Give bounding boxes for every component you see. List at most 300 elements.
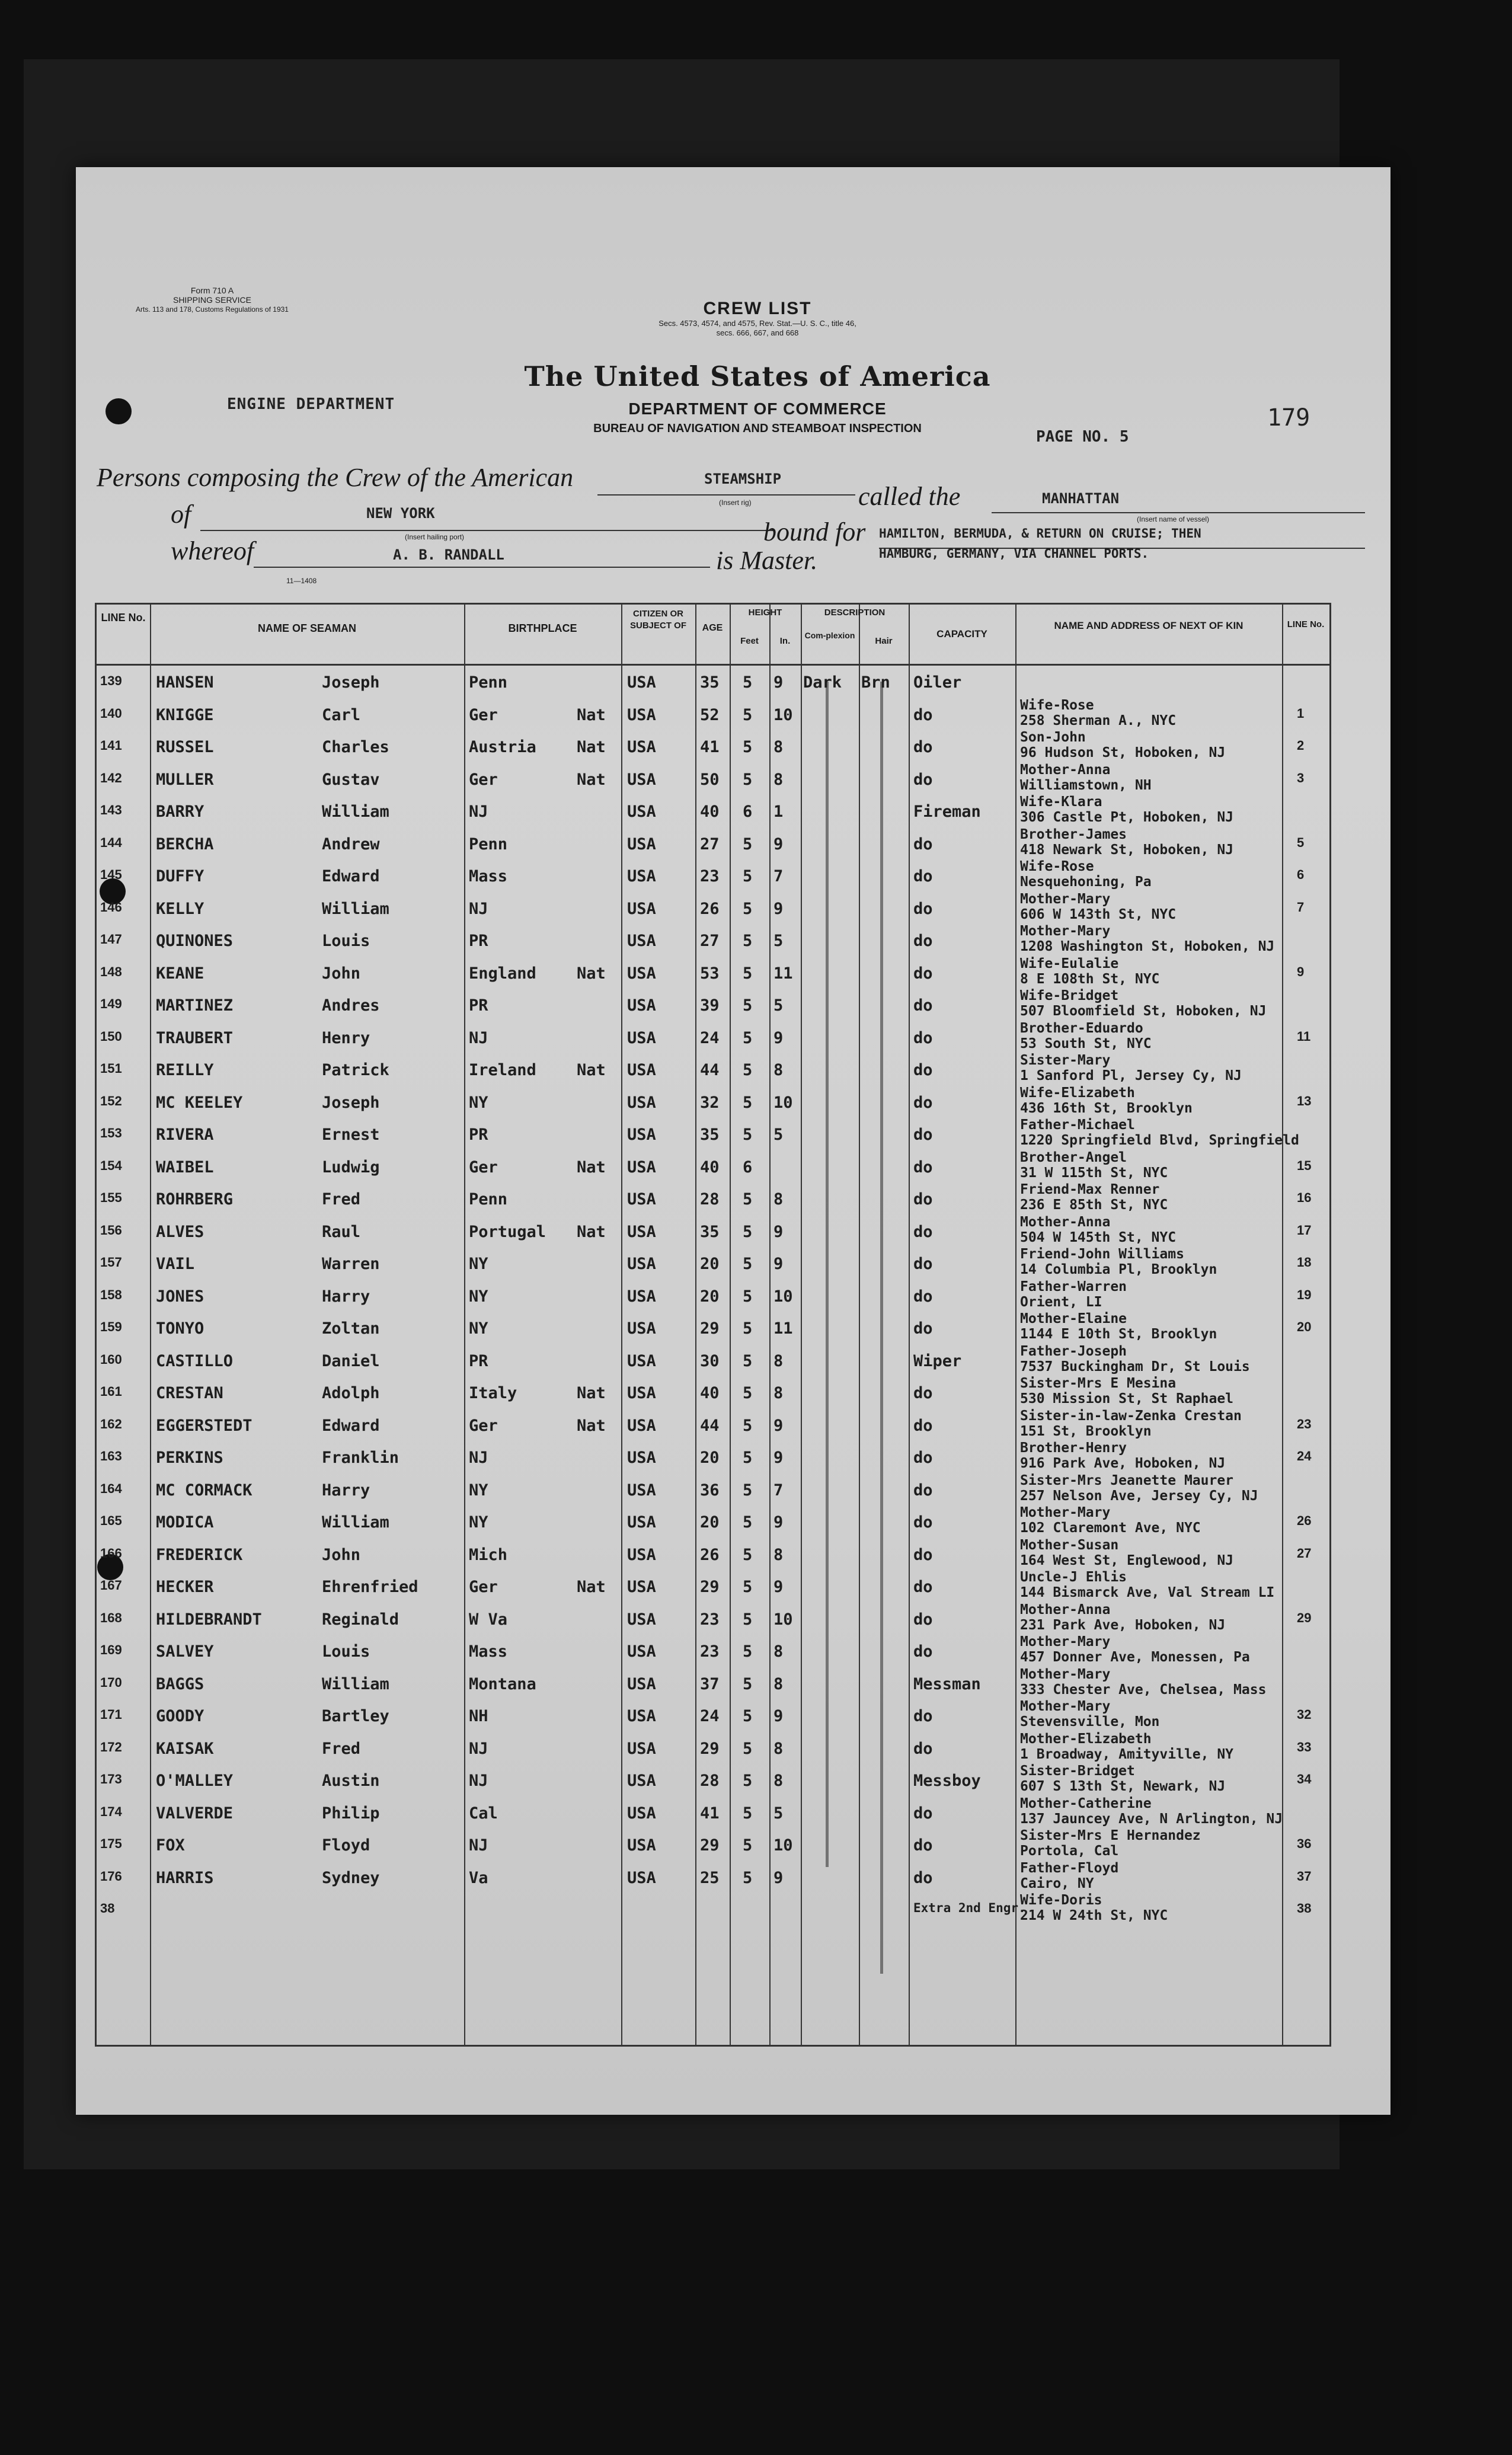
seaman-surname: TONYO bbox=[156, 1319, 204, 1338]
age: 36 bbox=[700, 1481, 720, 1500]
capacity: Extra 2nd Engr. bbox=[913, 1901, 1026, 1915]
next-of-kin-address: 1 Broadway, Amityville, NY bbox=[1020, 1746, 1234, 1762]
seaman-given-name: Zoltan bbox=[322, 1319, 380, 1338]
seaman-surname: KAISAK bbox=[156, 1739, 214, 1758]
header-line-no-right: LINE No. bbox=[1287, 619, 1325, 629]
birthplace: NJ bbox=[469, 899, 488, 918]
shipping-service: SHIPPING SERVICE bbox=[172, 295, 251, 305]
rig-hint: (Insert rig) bbox=[719, 498, 752, 507]
next-of-kin-name: Father-Floyd bbox=[1020, 1860, 1119, 1876]
birthplace: Montana bbox=[469, 1674, 536, 1693]
naturalized: Nat bbox=[577, 1061, 606, 1079]
citizen-of: USA bbox=[627, 1222, 656, 1241]
capacity: do bbox=[913, 1449, 933, 1467]
next-of-kin-address: Portola, Cal bbox=[1020, 1843, 1119, 1859]
age: 50 bbox=[700, 770, 720, 789]
seaman-surname: HANSEN bbox=[156, 673, 214, 692]
seaman-given-name: Patrick bbox=[322, 1061, 389, 1079]
height-inches: 8 bbox=[773, 1772, 784, 1790]
complexion: Dark bbox=[803, 673, 842, 692]
line-no: 170 bbox=[100, 1674, 122, 1690]
line-no: 171 bbox=[100, 1707, 122, 1722]
seaman-surname: CRESTAN bbox=[156, 1384, 223, 1402]
citizen-of: USA bbox=[627, 1093, 656, 1112]
height-feet: 5 bbox=[743, 1061, 753, 1079]
citizen-of: USA bbox=[627, 899, 656, 918]
capacity: do bbox=[913, 1481, 933, 1500]
next-of-kin-name: Mother-Susan bbox=[1020, 1537, 1119, 1553]
header-complexion: Com-plexion bbox=[804, 631, 855, 640]
height-feet: 5 bbox=[743, 1287, 753, 1306]
destination-line-1: HAMILTON, BERMUDA, & RETURN ON CRUISE; THEN bbox=[879, 526, 1201, 541]
line-no: 160 bbox=[100, 1351, 122, 1367]
line-no: 158 bbox=[100, 1287, 122, 1302]
next-of-kin-address: 236 E 85th St, NYC bbox=[1020, 1197, 1168, 1213]
age: 35 bbox=[700, 1222, 720, 1241]
seaman-surname: ROHRBERG bbox=[156, 1190, 234, 1209]
birthplace: Ger bbox=[469, 1578, 498, 1596]
line-no-right: 34 bbox=[1297, 1772, 1312, 1786]
height-inches: 7 bbox=[773, 1481, 784, 1500]
height-inches: 5 bbox=[773, 996, 784, 1015]
seaman-surname: ALVES bbox=[156, 1222, 204, 1241]
age: 26 bbox=[700, 899, 720, 918]
height-inches: 8 bbox=[773, 738, 784, 756]
next-of-kin-address: 231 Park Ave, Hoboken, NJ bbox=[1020, 1617, 1226, 1633]
next-of-kin-address: 1220 Springfield Blvd, Springfield bbox=[1020, 1133, 1299, 1148]
seaman-surname: HARRIS bbox=[156, 1868, 214, 1887]
department-name: DEPARTMENT OF COMMERCE bbox=[628, 399, 887, 418]
naturalized: Nat bbox=[577, 1578, 606, 1596]
birthplace: NY bbox=[469, 1319, 488, 1338]
capacity: do bbox=[913, 932, 933, 950]
next-of-kin-address: 14 Columbia Pl, Brooklyn bbox=[1020, 1262, 1217, 1277]
seaman-given-name: Carl bbox=[322, 705, 361, 724]
capacity: do bbox=[913, 1610, 933, 1629]
age: 20 bbox=[700, 1513, 720, 1532]
height-inches: 8 bbox=[773, 770, 784, 789]
citizen-of: USA bbox=[627, 964, 656, 983]
next-of-kin-name: Son-John bbox=[1020, 730, 1086, 745]
capacity: do bbox=[913, 1028, 933, 1047]
next-of-kin-address: 1 Sanford Pl, Jersey Cy, NJ bbox=[1020, 1068, 1242, 1083]
next-of-kin-name: Wife-Bridget bbox=[1020, 988, 1119, 1003]
birthplace: Penn bbox=[469, 673, 508, 692]
capacity: do bbox=[913, 1061, 933, 1079]
height-inches: 5 bbox=[773, 1804, 784, 1823]
statutes-line-1: Secs. 4573, 4574, and 4575, Rev. Stat.—U. S. C., title 46, bbox=[658, 319, 856, 328]
line-no-right: 5 bbox=[1297, 835, 1305, 850]
birthplace: NJ bbox=[469, 1028, 488, 1047]
height-feet: 5 bbox=[743, 705, 753, 724]
height-inches: 11 bbox=[773, 1319, 793, 1338]
capacity: do bbox=[913, 1158, 933, 1177]
table-row bbox=[97, 762, 1329, 798]
table-row bbox=[97, 1666, 1329, 1702]
next-of-kin-name: Mother-Catherine bbox=[1020, 1795, 1152, 1811]
line-no-right: 7 bbox=[1297, 899, 1305, 915]
citizen-of: USA bbox=[627, 673, 656, 692]
height-inches: 8 bbox=[773, 1351, 784, 1370]
age: 29 bbox=[700, 1578, 720, 1596]
height-inches: 9 bbox=[773, 1416, 784, 1435]
birthplace: NJ bbox=[469, 803, 488, 821]
table-row bbox=[97, 1182, 1329, 1217]
line-no: 142 bbox=[100, 770, 122, 785]
crew-list-page bbox=[76, 167, 1390, 2115]
is-master-label: is Master. bbox=[716, 546, 818, 575]
next-of-kin-address: 257 Nelson Ave, Jersey Cy, NJ bbox=[1020, 1488, 1258, 1504]
height-inches: 11 bbox=[773, 964, 793, 983]
capacity: do bbox=[913, 835, 933, 854]
line-no: 146 bbox=[100, 899, 122, 915]
age: 53 bbox=[700, 964, 720, 983]
birthplace: NY bbox=[469, 1093, 488, 1112]
line-no-right: 17 bbox=[1297, 1222, 1312, 1238]
seaman-surname: PERKINS bbox=[156, 1449, 223, 1467]
seaman-surname: VALVERDE bbox=[156, 1804, 234, 1823]
age: 30 bbox=[700, 1351, 720, 1370]
birthplace: Mich bbox=[469, 1545, 508, 1564]
citizen-of: USA bbox=[627, 1126, 656, 1144]
next-of-kin-address: 333 Chester Ave, Chelsea, Mass bbox=[1020, 1682, 1267, 1698]
citizen-of: USA bbox=[627, 770, 656, 789]
header-next-of-kin: NAME AND ADDRESS OF NEXT OF KIN bbox=[1054, 620, 1244, 631]
line-no: 155 bbox=[100, 1190, 122, 1205]
height-inches: 10 bbox=[773, 1093, 793, 1112]
seaman-given-name: Henry bbox=[322, 1028, 370, 1047]
seaman-surname: SALVEY bbox=[156, 1642, 214, 1661]
line-no-right: 9 bbox=[1297, 964, 1305, 979]
called-the-label: called the bbox=[858, 482, 961, 511]
birthplace: Cal bbox=[469, 1804, 498, 1823]
birthplace: Austria bbox=[469, 738, 536, 756]
seaman-surname: FOX bbox=[156, 1836, 185, 1855]
seaman-given-name: Edward bbox=[322, 1416, 380, 1435]
capacity: do bbox=[913, 1222, 933, 1241]
line-no: 165 bbox=[100, 1513, 122, 1528]
height-inches: 9 bbox=[773, 1513, 784, 1532]
age: 27 bbox=[700, 835, 720, 854]
birthplace: Ireland bbox=[469, 1061, 536, 1079]
age: 39 bbox=[700, 996, 720, 1015]
seaman-surname: REILLY bbox=[156, 1061, 214, 1079]
next-of-kin-address: 31 W 115th St, NYC bbox=[1020, 1165, 1168, 1181]
capacity: do bbox=[913, 1739, 933, 1758]
line-no: 163 bbox=[100, 1449, 122, 1463]
seaman-surname: KELLY bbox=[156, 899, 204, 918]
customs-arts: Arts. 113 and 178, Customs Regulations of 1931 bbox=[136, 305, 289, 314]
next-of-kin-name: Friend-Max Renner bbox=[1020, 1182, 1160, 1197]
line-no: 151 bbox=[100, 1061, 122, 1076]
next-of-kin-name: Sister-Mrs Jeanette Maurer bbox=[1020, 1472, 1234, 1488]
line-no: 148 bbox=[100, 964, 122, 979]
height-feet: 5 bbox=[743, 738, 753, 756]
age: 29 bbox=[700, 1836, 720, 1855]
line-no-right: 23 bbox=[1297, 1416, 1312, 1431]
next-of-kin-address: 436 16th St, Brooklyn bbox=[1020, 1100, 1193, 1116]
line-no: 156 bbox=[100, 1222, 122, 1238]
capacity: do bbox=[913, 1190, 933, 1209]
home-port: NEW YORK bbox=[366, 505, 435, 522]
table-row bbox=[97, 1472, 1329, 1508]
next-of-kin-address: 418 Newark St, Hoboken, NJ bbox=[1020, 842, 1234, 858]
header-capacity: CAPACITY bbox=[936, 628, 987, 640]
birthplace: PR bbox=[469, 932, 488, 950]
line-no-right: 3 bbox=[1297, 770, 1305, 785]
table-row bbox=[97, 1537, 1329, 1573]
citizen-of: USA bbox=[627, 996, 656, 1015]
citizen-of: USA bbox=[627, 1158, 656, 1177]
height-feet: 5 bbox=[743, 1674, 753, 1693]
age: 23 bbox=[700, 1610, 720, 1629]
seaman-given-name: William bbox=[322, 803, 389, 821]
next-of-kin-name: Brother-James bbox=[1020, 826, 1127, 842]
seaman-surname: EGGERSTEDT bbox=[156, 1416, 252, 1435]
height-feet: 5 bbox=[743, 1255, 753, 1273]
line-no: 169 bbox=[100, 1642, 122, 1657]
header-description: DESCRIPTION bbox=[824, 608, 886, 618]
hair: Brn bbox=[861, 673, 890, 692]
birthplace: NY bbox=[469, 1481, 488, 1500]
header-inches: In. bbox=[779, 636, 791, 646]
birthplace: England bbox=[469, 964, 536, 983]
seaman-surname: MARTINEZ bbox=[156, 996, 234, 1015]
line-no: 174 bbox=[100, 1804, 122, 1819]
table-row bbox=[97, 1020, 1329, 1056]
capacity: Messman bbox=[913, 1674, 981, 1693]
table-row bbox=[97, 1408, 1329, 1444]
header-citizen: CITIZEN OR SUBJECT OF bbox=[629, 609, 686, 631]
birthplace: NY bbox=[469, 1255, 488, 1273]
capacity: do bbox=[913, 1578, 933, 1596]
seaman-surname: TRAUBERT bbox=[156, 1028, 234, 1047]
height-inches: 9 bbox=[773, 1707, 784, 1725]
line-no: 173 bbox=[100, 1772, 122, 1786]
seaman-given-name: Franklin bbox=[322, 1449, 399, 1467]
height-feet: 5 bbox=[743, 1578, 753, 1596]
next-of-kin-name: Father-Joseph bbox=[1020, 1343, 1127, 1359]
page-number: PAGE NO. 5 bbox=[1036, 428, 1129, 446]
line-no-right: 6 bbox=[1297, 867, 1305, 882]
naturalized: Nat bbox=[577, 1158, 606, 1177]
port-hint: (Insert hailing port) bbox=[405, 533, 465, 541]
height-feet: 5 bbox=[743, 932, 753, 950]
age: 29 bbox=[700, 1319, 720, 1338]
next-of-kin-name: Brother-Angel bbox=[1020, 1149, 1127, 1165]
citizen-of: USA bbox=[627, 1739, 656, 1758]
table-row bbox=[97, 1214, 1329, 1250]
citizen-of: USA bbox=[627, 1772, 656, 1790]
next-of-kin-name: Mother-Elaine bbox=[1020, 1311, 1127, 1326]
seaman-given-name: Ludwig bbox=[322, 1158, 380, 1177]
next-of-kin-name: Brother-Eduardo bbox=[1020, 1020, 1143, 1036]
citizen-of: USA bbox=[627, 1545, 656, 1564]
citizen-of: USA bbox=[627, 932, 656, 950]
birthplace: NY bbox=[469, 1513, 488, 1532]
birthplace: Penn bbox=[469, 1190, 508, 1209]
punch-hole-top bbox=[106, 398, 132, 424]
next-of-kin-name: Wife-Eulalie bbox=[1020, 955, 1119, 971]
height-feet: 5 bbox=[743, 1319, 753, 1338]
age: 29 bbox=[700, 1739, 720, 1758]
capacity: do bbox=[913, 1804, 933, 1823]
agency-title: The United States of America bbox=[524, 360, 991, 392]
height-feet: 5 bbox=[743, 1222, 753, 1241]
seaman-given-name: Daniel bbox=[322, 1351, 380, 1370]
capacity: do bbox=[913, 996, 933, 1015]
seaman-given-name: Joseph bbox=[322, 1093, 380, 1112]
age: 41 bbox=[700, 1804, 720, 1823]
height-feet: 5 bbox=[743, 1416, 753, 1435]
age: 40 bbox=[700, 1384, 720, 1402]
line-no-right: 37 bbox=[1297, 1868, 1312, 1884]
height-feet: 5 bbox=[743, 1804, 753, 1823]
seaman-given-name: Adolph bbox=[322, 1384, 380, 1402]
form-number: Form 710 A bbox=[190, 286, 234, 295]
height-feet: 5 bbox=[743, 1190, 753, 1209]
statutes-line-2: secs. 666, 667, and 668 bbox=[716, 328, 799, 337]
birthplace: Mass bbox=[469, 867, 508, 886]
line-no-right: 16 bbox=[1297, 1190, 1312, 1205]
age: 41 bbox=[700, 738, 720, 756]
seaman-surname: QUINONES bbox=[156, 932, 234, 950]
seaman-surname: WAIBEL bbox=[156, 1158, 214, 1177]
capacity: do bbox=[913, 1707, 933, 1725]
citizen-of: USA bbox=[627, 705, 656, 724]
height-feet: 6 bbox=[743, 1158, 753, 1177]
next-of-kin-address: 102 Claremont Ave, NYC bbox=[1020, 1520, 1201, 1536]
birthplace: W Va bbox=[469, 1610, 508, 1629]
citizen-of: USA bbox=[627, 1804, 656, 1823]
height-feet: 5 bbox=[743, 867, 753, 886]
next-of-kin-name: Mother-Mary bbox=[1020, 1505, 1111, 1520]
seaman-surname: MC CORMACK bbox=[156, 1481, 252, 1500]
height-feet: 6 bbox=[743, 803, 753, 821]
seaman-surname: RUSSEL bbox=[156, 738, 214, 756]
bureau-name: BUREAU OF NAVIGATION AND STEAMBOAT INSPECTION bbox=[593, 422, 922, 435]
line-no: 167 bbox=[100, 1578, 122, 1593]
seaman-surname: MC KEELEY bbox=[156, 1093, 243, 1112]
age: 35 bbox=[700, 673, 720, 692]
capacity: do bbox=[913, 1255, 933, 1273]
seaman-given-name: Philip bbox=[322, 1804, 380, 1823]
next-of-kin-name: Father-Warren bbox=[1020, 1278, 1127, 1294]
age: 27 bbox=[700, 932, 720, 950]
seaman-surname: RIVERA bbox=[156, 1126, 214, 1144]
table-row bbox=[97, 1601, 1329, 1638]
seaman-surname: MODICA bbox=[156, 1513, 214, 1532]
next-of-kin-address: 7537 Buckingham Dr, St Louis bbox=[1020, 1358, 1250, 1374]
seaman-given-name: John bbox=[322, 1545, 361, 1564]
age: 28 bbox=[700, 1772, 720, 1790]
birthplace: NJ bbox=[469, 1836, 488, 1855]
height-feet: 5 bbox=[743, 1126, 753, 1144]
seaman-given-name: Andrew bbox=[322, 835, 380, 854]
next-of-kin-name: Wife-Doris bbox=[1020, 1893, 1102, 1908]
citizen-of: USA bbox=[627, 738, 656, 756]
next-of-kin-address: 8 E 108th St, NYC bbox=[1020, 971, 1160, 987]
line-no-right: 19 bbox=[1297, 1287, 1312, 1302]
seaman-given-name: Bartley bbox=[322, 1707, 389, 1725]
next-of-kin-address: Cairo, NY bbox=[1020, 1875, 1094, 1891]
birthplace: NJ bbox=[469, 1772, 488, 1790]
seaman-surname: BAGGS bbox=[156, 1674, 204, 1693]
age: 20 bbox=[700, 1449, 720, 1467]
height-feet: 5 bbox=[743, 996, 753, 1015]
height-feet: 5 bbox=[743, 1836, 753, 1855]
next-of-kin-address: Williamstown, NH bbox=[1020, 777, 1152, 793]
next-of-kin-address: 504 W 145th St, NYC bbox=[1020, 1229, 1177, 1245]
age: 20 bbox=[700, 1287, 720, 1306]
next-of-kin-name: Mother-Anna bbox=[1020, 1601, 1111, 1618]
line-no-right: 24 bbox=[1297, 1449, 1312, 1463]
citizen-of: USA bbox=[627, 1319, 656, 1338]
seaman-given-name: Louis bbox=[322, 1642, 370, 1661]
height-feet: 5 bbox=[743, 1351, 753, 1370]
next-of-kin-address: 457 Donner Ave, Monessen, Pa bbox=[1020, 1650, 1250, 1665]
form-number-block bbox=[135, 286, 289, 314]
citizen-of: USA bbox=[627, 1513, 656, 1532]
table-row bbox=[97, 1828, 1329, 1863]
line-no: 143 bbox=[100, 803, 122, 817]
height-inches: 5 bbox=[773, 1126, 784, 1144]
seaman-given-name: Ernest bbox=[322, 1126, 380, 1144]
birthplace: Italy bbox=[469, 1384, 517, 1402]
table-row bbox=[97, 1311, 1329, 1347]
height-inches: 8 bbox=[773, 1674, 784, 1693]
height-feet: 5 bbox=[743, 1093, 753, 1112]
height-feet: 5 bbox=[743, 1868, 753, 1887]
next-of-kin-name: Mother-Mary bbox=[1020, 1666, 1111, 1682]
next-of-kin-name: Mother-Mary bbox=[1020, 1634, 1111, 1650]
vessel-hint: (Insert name of vessel) bbox=[1137, 515, 1210, 523]
header-height: HEIGHT bbox=[748, 608, 782, 618]
table-row bbox=[97, 1505, 1329, 1540]
age: 24 bbox=[700, 1707, 720, 1725]
height-feet: 5 bbox=[743, 673, 753, 692]
print-code: 11—1408 bbox=[286, 577, 317, 585]
seaman-surname: VAIL bbox=[156, 1255, 195, 1273]
capacity: do bbox=[913, 1093, 933, 1112]
height-inches: 9 bbox=[773, 899, 784, 918]
next-of-kin-name: Mother-Mary bbox=[1020, 891, 1111, 907]
seaman-given-name: Sydney bbox=[322, 1868, 380, 1887]
capacity: Oiler bbox=[913, 673, 962, 692]
naturalized: Nat bbox=[577, 964, 606, 983]
birthplace: NY bbox=[469, 1287, 488, 1306]
table-row bbox=[97, 1278, 1329, 1315]
seaman-given-name: William bbox=[322, 899, 389, 918]
table-row bbox=[97, 1343, 1329, 1379]
header-birthplace: BIRTHPLACE bbox=[508, 622, 577, 634]
line-no: 144 bbox=[100, 835, 122, 850]
table-row bbox=[97, 1440, 1329, 1476]
table-row bbox=[97, 669, 1329, 701]
line-no: 166 bbox=[100, 1545, 122, 1561]
seaman-given-name: Austin bbox=[322, 1772, 380, 1790]
line-no: 38 bbox=[100, 1901, 115, 1916]
seaman-given-name: John bbox=[322, 964, 361, 983]
header-name: NAME OF SEAMAN bbox=[258, 622, 356, 634]
citizen-of: USA bbox=[627, 1287, 656, 1306]
next-of-kin-name: Wife-Rose bbox=[1020, 859, 1094, 874]
next-of-kin-name: Mother-Elizabeth bbox=[1020, 1731, 1152, 1747]
destination-line-2: HAMBURG, GERMANY, VIA CHANNEL PORTS. bbox=[879, 546, 1149, 561]
table-row bbox=[97, 1053, 1329, 1088]
citizen-of: USA bbox=[627, 803, 656, 821]
crew-table bbox=[95, 603, 1331, 2047]
